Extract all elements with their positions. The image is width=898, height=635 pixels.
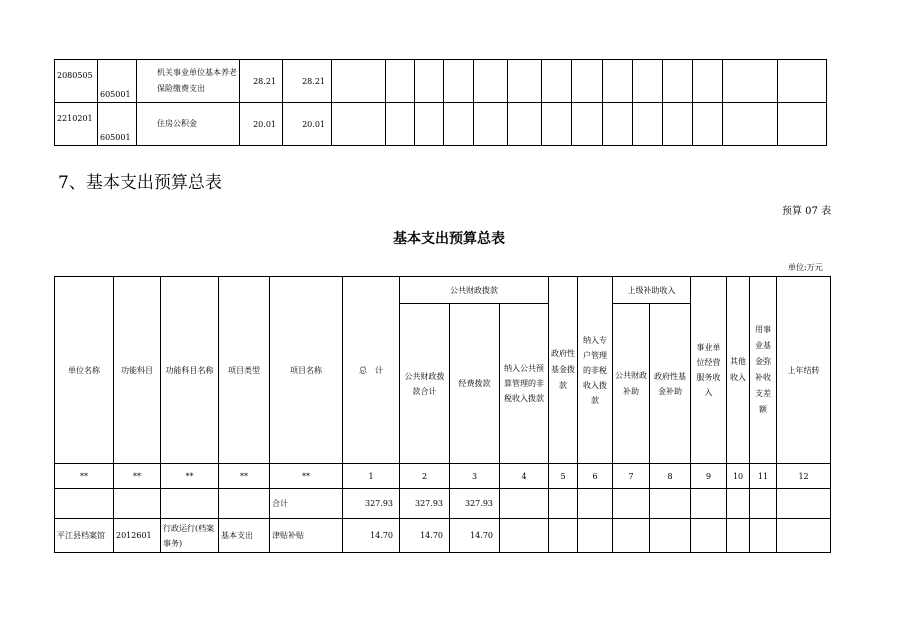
total-cell: 28.21 — [240, 60, 283, 103]
item-name-cell: 住房公积金 — [137, 103, 240, 146]
section-heading: 7、基本支出预算总表 — [58, 173, 222, 193]
index-cell: ** — [219, 464, 270, 489]
total-value: 327.93 — [343, 489, 400, 519]
header-business-income: 事业单位经营服务收入 — [691, 277, 727, 464]
total-value: 14.70 — [343, 519, 400, 553]
item-name-cell: 机关事业单位基本养老保险缴费支出 — [137, 60, 240, 103]
expense-value: 327.93 — [450, 489, 500, 519]
table-row — [55, 60, 827, 103]
index-cell: 2 — [400, 464, 450, 489]
subcode-cell: 605001 — [98, 60, 137, 103]
func-code-cell: 2080505 — [55, 60, 98, 103]
index-cell: 7 — [613, 464, 650, 489]
type-cell: 基本支出 — [219, 519, 270, 553]
header-func-subject: 功能科目 — [114, 277, 161, 464]
header-public-fiscal-subsidy: 公共财政补助 — [613, 304, 650, 464]
index-cell: 8 — [650, 464, 691, 489]
total-cell: 20.01 — [240, 103, 283, 146]
basic-expenditure-table — [54, 276, 831, 553]
header-carryover: 上年结转 — [777, 277, 831, 464]
total-row — [55, 489, 831, 519]
table-title: 基本支出预算总表 — [393, 231, 505, 247]
index-cell: 12 — [777, 464, 831, 489]
header-unit-name: 单位名称 — [55, 277, 114, 464]
index-cell: 11 — [750, 464, 777, 489]
index-cell: 10 — [727, 464, 750, 489]
table-row — [55, 103, 827, 146]
index-row — [55, 464, 831, 489]
header-other-income: 其他收入 — [727, 277, 750, 464]
index-cell: 9 — [691, 464, 727, 489]
index-cell: ** — [114, 464, 161, 489]
index-cell: ** — [161, 464, 219, 489]
project-name-cell: 津贴补贴 — [270, 519, 343, 553]
public-total-value: 327.93 — [400, 489, 450, 519]
header-superior-subsidy: 上级补助收入 — [613, 277, 691, 304]
header-project-type: 项目类型 — [219, 277, 270, 464]
index-cell: 3 — [450, 464, 500, 489]
func-name-cell: 行政运行(档案事务) — [161, 519, 219, 553]
unit-label: 单位:万元 — [788, 263, 823, 272]
header-project-name: 项目名称 — [270, 277, 343, 464]
header-gov-fund: 政府性基金拨款 — [549, 277, 578, 464]
expense-value: 14.70 — [450, 519, 500, 553]
func-code-cell: 2210201 — [55, 103, 98, 146]
public-total-value: 14.70 — [400, 519, 450, 553]
amount-cell: 20.01 — [283, 103, 332, 146]
header-fund-offset: 用事业基金弥补收支差额 — [750, 277, 777, 464]
amount-cell: 28.21 — [283, 60, 332, 103]
document-code: 预算 07 表 — [782, 206, 832, 217]
header-func-subject-name: 功能科目名称 — [161, 277, 219, 464]
header-row — [55, 277, 831, 304]
index-cell: ** — [270, 464, 343, 489]
index-cell: ** — [55, 464, 114, 489]
unit-name-cell: 平江县档案馆 — [55, 519, 114, 553]
header-nontax-budget: 纳入公共预算管理的非税收入拨款 — [500, 304, 549, 464]
index-cell: 5 — [549, 464, 578, 489]
header-expense-alloc: 经费拨款 — [450, 304, 500, 464]
header-public-fiscal: 公共财政拨款 — [400, 277, 549, 304]
index-cell: 4 — [500, 464, 549, 489]
header-total: 总 计 — [343, 277, 400, 464]
table-row — [55, 519, 831, 553]
total-label: 合计 — [270, 489, 343, 519]
header-gov-fund-subsidy: 政府性基金补助 — [650, 304, 691, 464]
index-cell: 6 — [578, 464, 613, 489]
header-public-fiscal-total: 公共财政拨款合计 — [400, 304, 450, 464]
func-code-cell: 2012601 — [114, 519, 161, 553]
header-special-nontax: 纳入专户管理的非税收入拨款 — [578, 277, 613, 464]
index-cell: 1 — [343, 464, 400, 489]
subcode-cell: 605001 — [98, 103, 137, 146]
continued-budget-table — [54, 59, 827, 146]
